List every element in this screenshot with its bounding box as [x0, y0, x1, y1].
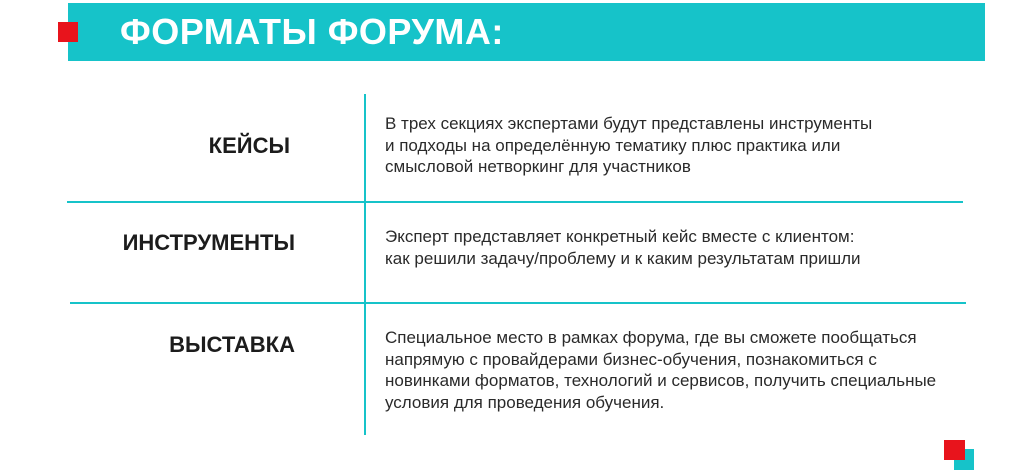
description-line: и подходы на определённую тематику плюс практика или [385, 135, 841, 155]
decorative-red-square [944, 440, 965, 460]
format-description-cases [385, 113, 1005, 178]
description-line: напрямую с провайдерами бизнес-обучения, познакомиться с [385, 349, 877, 369]
description-line: как решили задачу/проблему и к каким результатам пришли [385, 248, 861, 268]
format-description-tools [385, 226, 1005, 269]
column-divider [364, 94, 366, 435]
row-divider [67, 201, 963, 203]
format-description-exhibition [385, 327, 1005, 413]
format-label-exhibition: ВЫСТАВКА [169, 332, 295, 357]
format-label-tools: ИНСТРУМЕНТЫ [122, 230, 295, 255]
description-line: смысловой нетворкинг для участников [385, 157, 691, 176]
description-line: Эксперт представляет конкретный кейс вместе с клиентом: [385, 227, 855, 246]
decorative-red-square [58, 22, 78, 42]
description-line: новинками форматов, технологий и сервисов, получить специальные [385, 371, 937, 390]
row-divider [70, 302, 966, 304]
description-line: Специальное место в рамках форума, где вы сможете пообщаться [385, 328, 917, 347]
format-label-cases: КЕЙСЫ [208, 133, 290, 158]
page-title: ФОРМАТЫ ФОРУМА: [120, 11, 504, 52]
description-line: В трех секциях экспертами будут представлены инструменты [385, 114, 873, 133]
description-line: условия для проведения обучения. [385, 392, 665, 412]
